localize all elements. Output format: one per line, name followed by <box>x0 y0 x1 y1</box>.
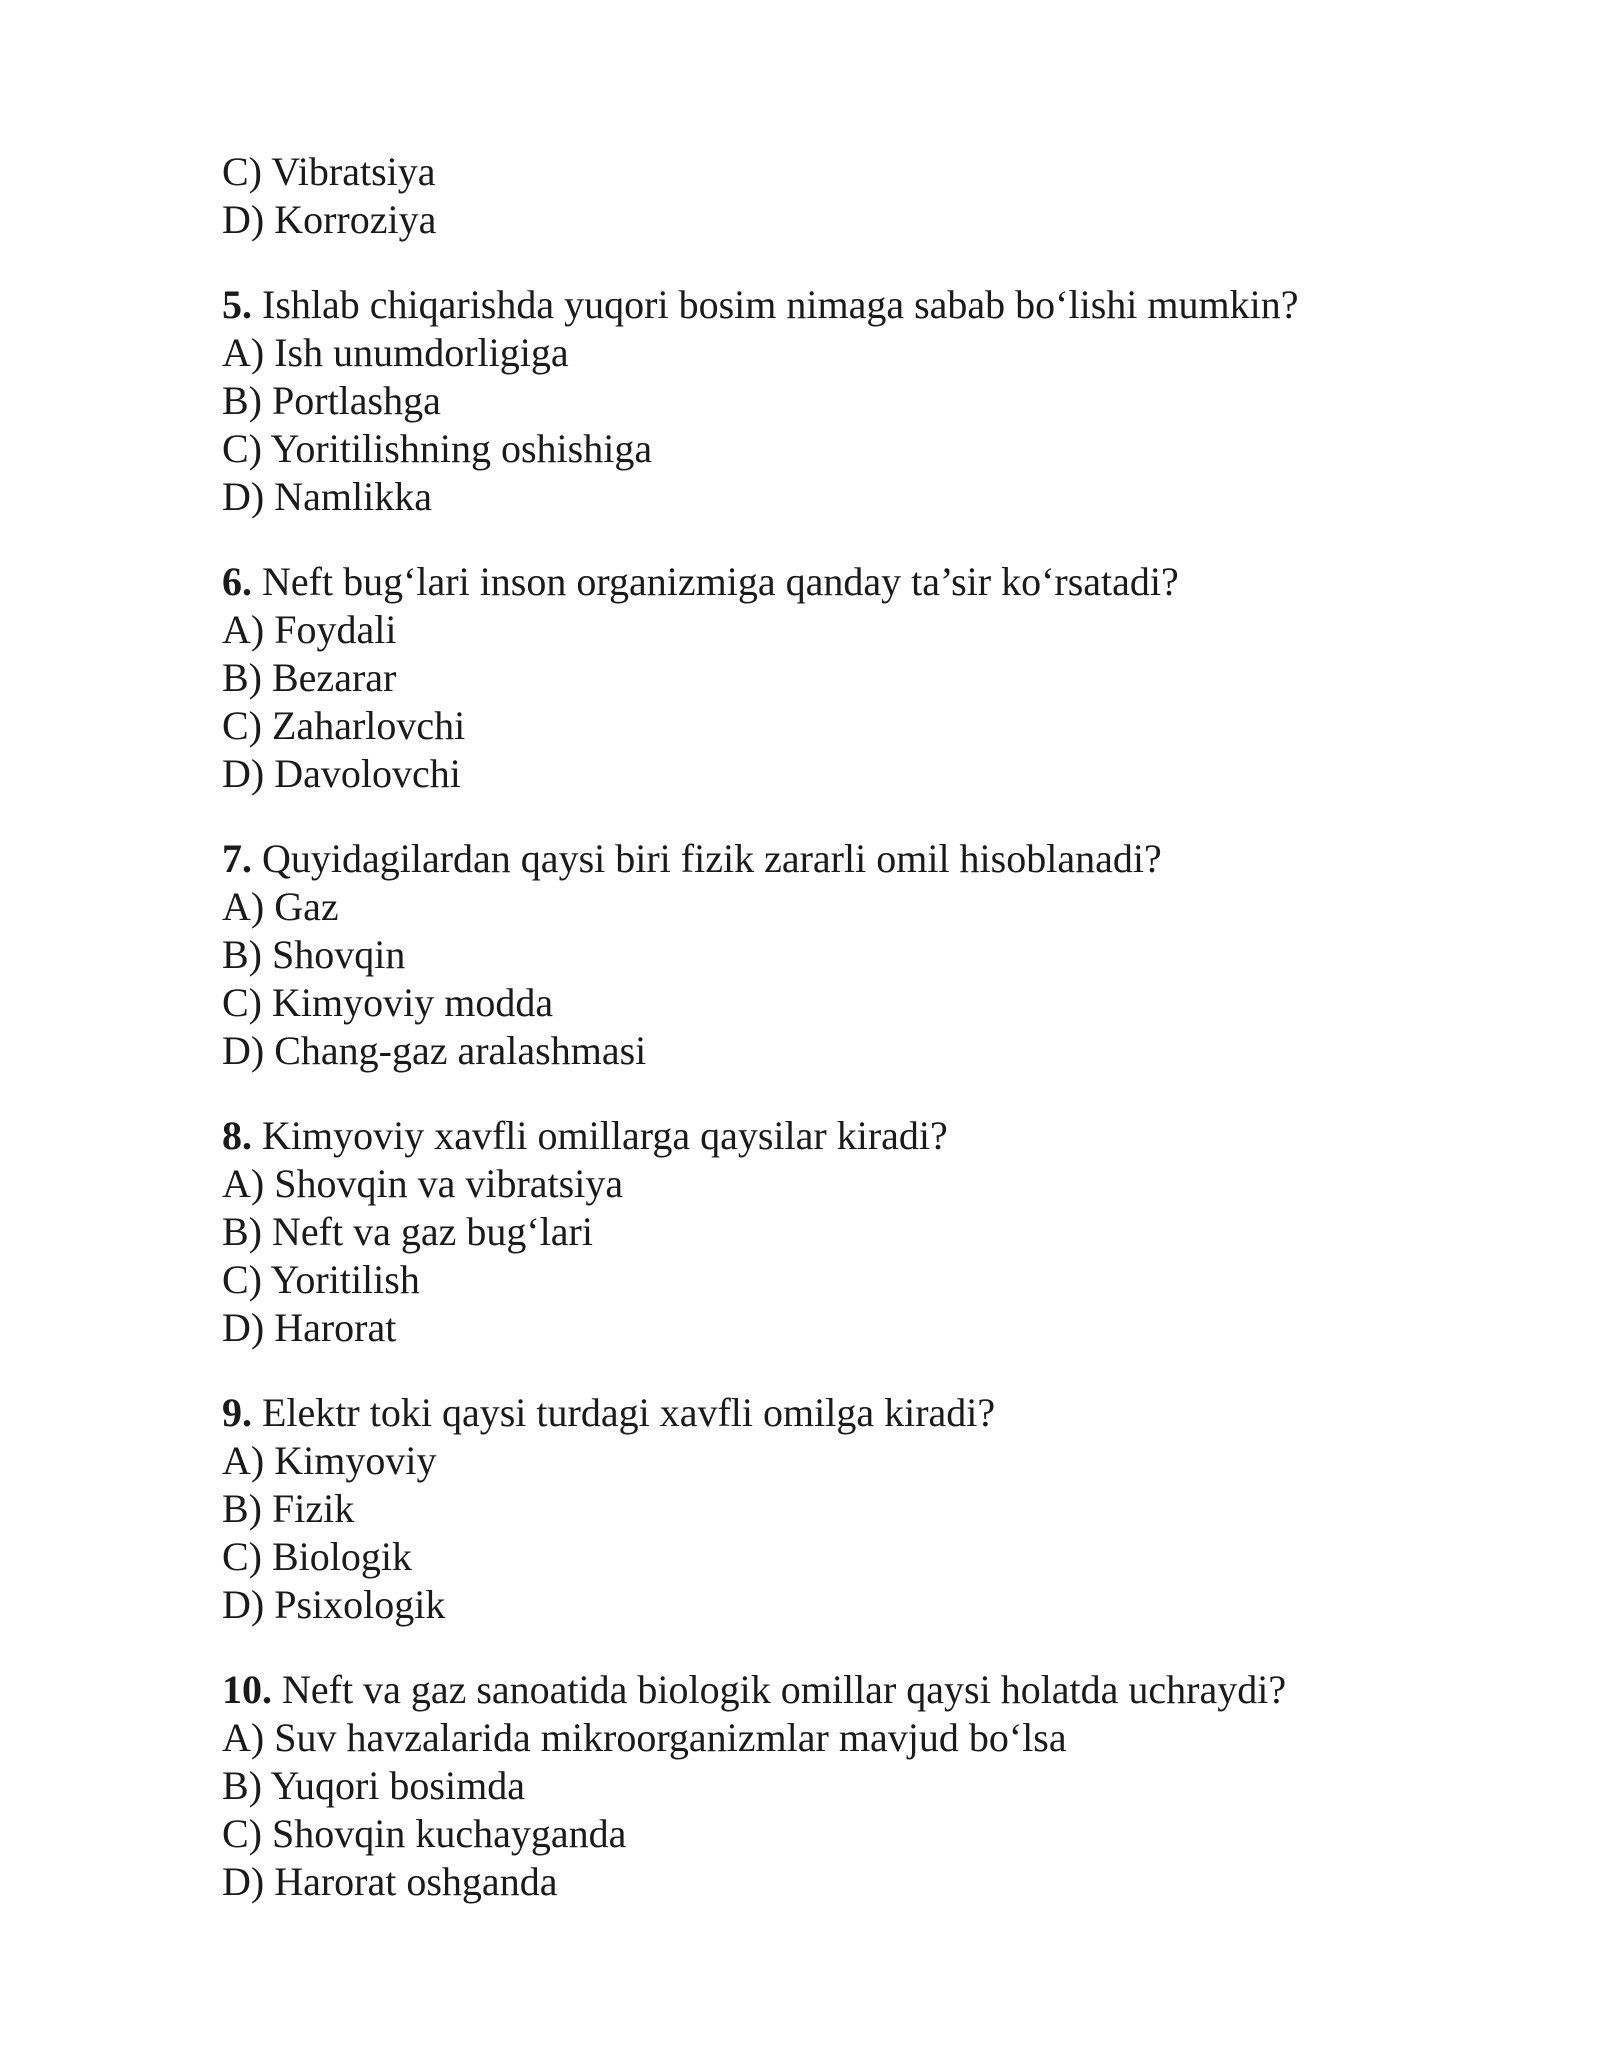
question-text: Kimyoviy xavfli omillarga qaysilar kiradi? <box>262 1113 948 1158</box>
option <box>222 750 1422 798</box>
question-text: Quyidagilardan qaysi biri fizik zararli omil hisoblanadi? <box>262 836 1162 881</box>
option-label: C) <box>222 1534 262 1579</box>
question-text: Elektr toki qaysi turdagi xavfli omilga kiradi? <box>262 1390 996 1435</box>
question-10 <box>222 1666 1422 1906</box>
option-text: Shovqin <box>272 932 406 977</box>
option-label: D) <box>222 1859 265 1904</box>
question-7 <box>222 835 1422 1075</box>
option-label: A) <box>222 607 265 652</box>
option <box>222 1485 1422 1533</box>
option <box>222 1762 1422 1810</box>
option-label: B) <box>222 1486 262 1531</box>
option-label: B) <box>222 932 262 977</box>
option <box>222 654 1422 702</box>
option-label: B) <box>222 1209 262 1254</box>
question-text: Neft bug‘lari inson organizmiga qanday ta’sir ko‘rsatadi? <box>262 559 1179 604</box>
option <box>222 1160 1422 1208</box>
option <box>222 425 1422 473</box>
option-text: Foydali <box>274 607 397 652</box>
option-text: Neft va gaz bug‘lari <box>272 1209 593 1254</box>
option-text: Yuqori bosimda <box>270 1763 525 1808</box>
option-text: Gaz <box>274 884 339 929</box>
option-text: Davolovchi <box>274 751 461 796</box>
option-text: Korroziya <box>274 197 437 242</box>
option-label: C) <box>222 1811 262 1856</box>
option-text: Kimyoviy modda <box>272 980 554 1025</box>
question-text: Neft va gaz sanoatida biologik omillar qaysi holatda uchraydi? <box>282 1667 1287 1712</box>
option <box>222 1027 1422 1075</box>
question-line <box>222 281 1422 329</box>
option <box>222 702 1422 750</box>
option-label: C) <box>222 980 262 1025</box>
question-8 <box>222 1112 1422 1352</box>
option <box>222 931 1422 979</box>
option-label: C) <box>222 1257 262 1302</box>
question-text: Ishlab chiqarishda yuqori bosim nimaga sabab bo‘lishi mumkin? <box>262 282 1299 327</box>
option-text: Shovqin kuchayganda <box>272 1811 627 1856</box>
option-label: C) <box>222 426 262 471</box>
option-text: Portlashga <box>272 378 441 423</box>
question-number: 10. <box>222 1667 272 1712</box>
option-text: Chang-gaz aralashmasi <box>274 1028 647 1073</box>
option-label: A) <box>222 884 265 929</box>
option-label: D) <box>222 751 265 796</box>
question-number: 7. <box>222 836 252 881</box>
option-label: A) <box>222 1715 265 1760</box>
option-text: Ish unumdorligiga <box>274 330 569 375</box>
option-text: Namlikka <box>274 474 432 519</box>
question-number: 5. <box>222 282 252 327</box>
option <box>222 1714 1422 1762</box>
option-text: Vibratsiya <box>271 149 436 194</box>
option-label: C) <box>222 149 262 194</box>
question-line <box>222 1666 1422 1714</box>
option <box>222 1304 1422 1352</box>
option-label: B) <box>222 1763 262 1808</box>
option <box>222 883 1422 931</box>
option-text: Harorat oshganda <box>274 1859 558 1904</box>
option <box>222 1208 1422 1256</box>
option-label: C) <box>222 703 262 748</box>
question-line <box>222 1389 1422 1437</box>
option-label: D) <box>222 1028 265 1073</box>
option-label: A) <box>222 1438 265 1483</box>
option <box>222 1858 1422 1906</box>
document-page <box>222 148 1422 1943</box>
question-number: 6. <box>222 559 252 604</box>
option-label: B) <box>222 378 262 423</box>
question-line <box>222 558 1422 606</box>
option-text: Bezarar <box>272 655 397 700</box>
option-label: A) <box>222 330 265 375</box>
question-line <box>222 1112 1422 1160</box>
option <box>222 606 1422 654</box>
option <box>222 377 1422 425</box>
question-5 <box>222 281 1422 521</box>
option-text: Yoritilishning oshishiga <box>270 426 653 471</box>
carryover-options <box>222 148 1422 244</box>
option-text: Psixologik <box>274 1582 446 1627</box>
option-label: D) <box>222 197 265 242</box>
option-label: B) <box>222 655 262 700</box>
option-text: Zaharlovchi <box>272 703 466 748</box>
option-text: Harorat <box>274 1305 397 1350</box>
option <box>222 473 1422 521</box>
option-text: Fizik <box>272 1486 355 1531</box>
option <box>222 329 1422 377</box>
question-6 <box>222 558 1422 798</box>
option-label: D) <box>222 474 265 519</box>
option-label: D) <box>222 1582 265 1627</box>
option <box>222 1256 1422 1304</box>
option-label: A) <box>222 1161 265 1206</box>
option-text: Suv havzalarida mikroorganizmlar mavjud bo‘lsa <box>274 1715 1067 1760</box>
option <box>222 1810 1422 1858</box>
question-9 <box>222 1389 1422 1629</box>
option-text: Shovqin va vibratsiya <box>274 1161 624 1206</box>
option <box>222 1581 1422 1629</box>
option <box>222 979 1422 1027</box>
option-label: D) <box>222 1305 265 1350</box>
question-line <box>222 835 1422 883</box>
question-number: 9. <box>222 1390 252 1435</box>
option <box>222 1533 1422 1581</box>
option-text: Yoritilish <box>270 1257 420 1302</box>
option-text: Biologik <box>272 1534 413 1579</box>
option <box>222 196 1422 244</box>
option <box>222 1437 1422 1485</box>
option <box>222 148 1422 196</box>
option-text: Kimyoviy <box>274 1438 437 1483</box>
question-number: 8. <box>222 1113 252 1158</box>
